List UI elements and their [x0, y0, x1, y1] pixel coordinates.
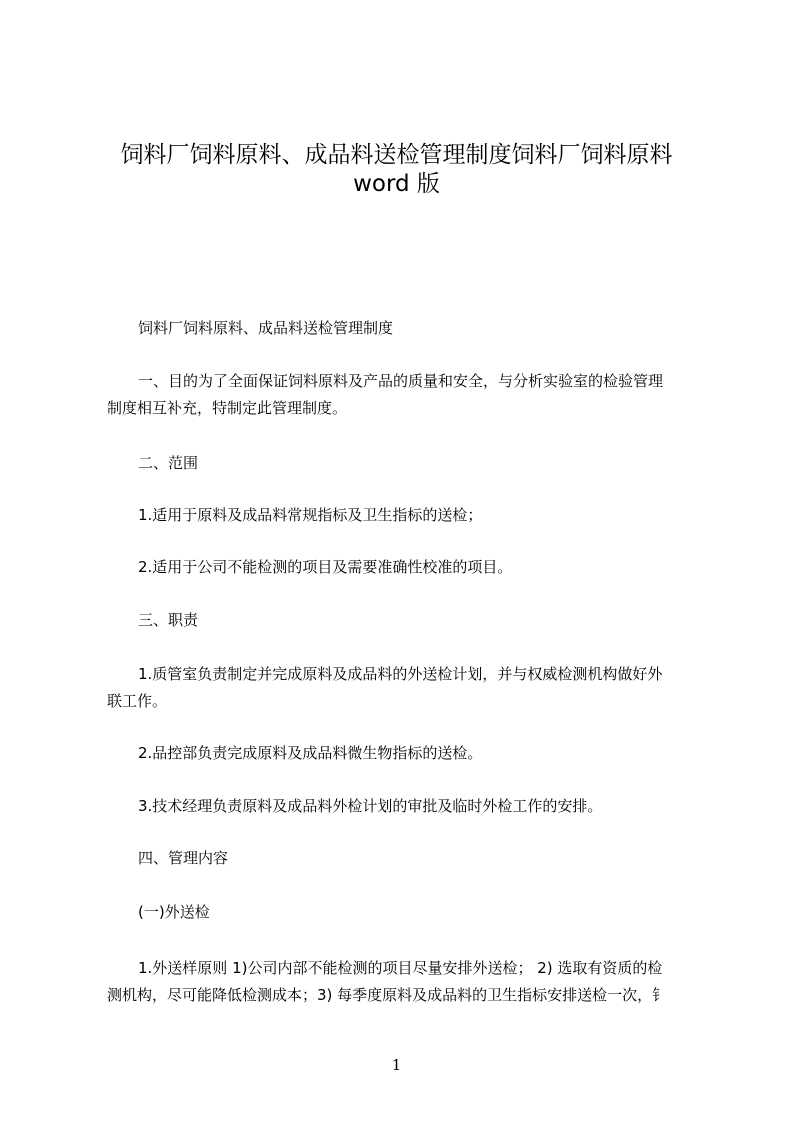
- section-heading-management: 四、管理内容: [138, 849, 229, 867]
- paragraph-sampling-principle-line-2: 测机构，尽可能降低检测成本；3) 每季度原料及成品料的卫生指标安排送检一次，钅: [107, 986, 668, 1004]
- paragraph-scope-2: 2.适用于公司不能检测的项目及需要准确性校准的项目。: [138, 558, 513, 576]
- paragraph-responsibility-2: 2.品控部负责完成原料及成品料微生物指标的送检。: [138, 744, 483, 762]
- document-title-line-1: 饲料厂饲料原料、成品料送检管理制度饲料厂饲料原料: [120, 142, 673, 168]
- section-heading-scope: 二、范围: [138, 454, 199, 472]
- subsection-heading-external-inspection: (一)外送检: [138, 903, 210, 921]
- paragraph-responsibility-3: 3.技术经理负责原料及成品料外检计划的审批及临时外检工作的安排。: [138, 797, 603, 815]
- document-title: [90, 141, 703, 199]
- document-title-line-2: word 版: [353, 171, 440, 197]
- section-heading-responsibilities: 三、职责: [138, 611, 199, 629]
- paragraph-sampling-principle-line-1: 1.外送样原则 1)公司内部不能检测的项目尽量安排外送检； 2) 选取有资质的检: [138, 959, 663, 977]
- paragraph-responsibility-1-line-2: 联工作。: [107, 692, 168, 710]
- paragraph-purpose-line-1: 一、目的为了全面保证饲料原料及产品的质量和安全，与分析实验室的检验管理: [138, 372, 664, 390]
- paragraph-scope-1: 1.适用于原料及成品料常规指标及卫生指标的送检；: [138, 506, 483, 524]
- document-subtitle: 饲料厂饲料原料、成品料送检管理制度: [138, 319, 394, 337]
- page-number: 1: [391, 1056, 402, 1074]
- paragraph-responsibility-1-line-1: 1.质管室负责制定并完成原料及成品料的外送检计划，并与权威检测机构做好外: [138, 665, 663, 683]
- paragraph-purpose-line-2: 制度相互补充，特制定此管理制度。: [107, 399, 348, 417]
